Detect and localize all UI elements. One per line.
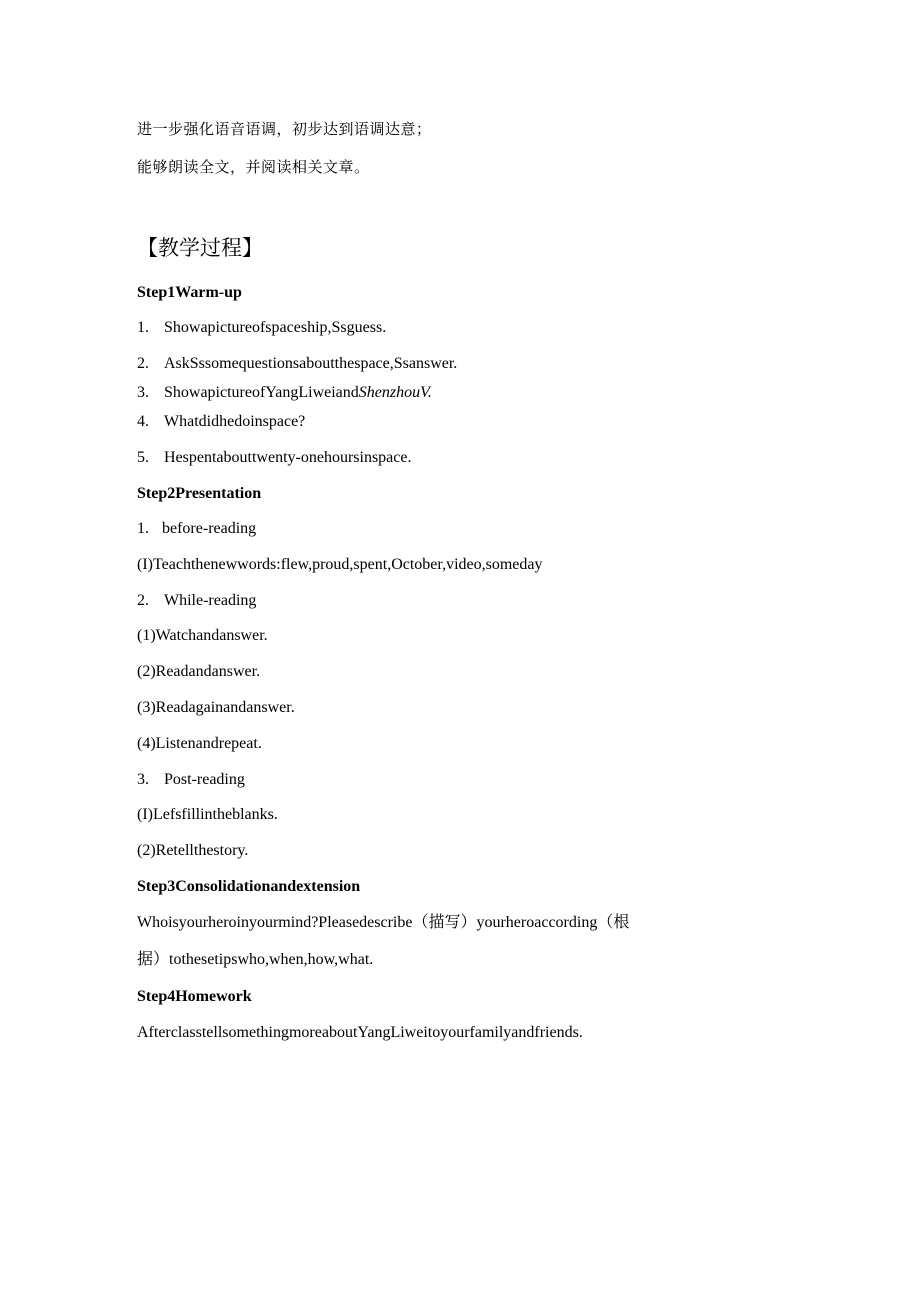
item-number: 2. bbox=[137, 592, 149, 609]
step4-text: AfterclasstellsomethingmoreaboutYangLiweitoyourfamilyandfriends. bbox=[137, 1024, 583, 1041]
step1-item-3 bbox=[137, 383, 432, 403]
step1-item-4 bbox=[137, 412, 305, 432]
step1-item-1 bbox=[137, 318, 386, 338]
step3-text-line-2: 据）tothesetipswho,when,how,what. bbox=[137, 951, 374, 968]
before-reading-heading bbox=[137, 519, 256, 539]
while-reading-item-3: (3)Readagainandanswer. bbox=[137, 699, 295, 716]
step3-text-line-1: Whoisyourheroinyourmind?Pleasedescribe（描写）yourheroaccording（根 bbox=[137, 914, 630, 931]
post-reading-item-2: (2)Retellthestory. bbox=[137, 842, 249, 859]
step1-item-5 bbox=[137, 448, 411, 468]
post-reading-item-1: (I)Lefsfillintheblanks. bbox=[137, 806, 278, 823]
item-text: Hespentabouttwenty-onehoursinspace. bbox=[164, 449, 412, 466]
process-heading: 【教学过程】 bbox=[137, 236, 263, 260]
objective-line-2: 能够朗读全文，并阅读相关文章。 bbox=[137, 160, 370, 176]
item-number: 2. bbox=[137, 355, 149, 372]
item-italic-text: ShenzhouV. bbox=[358, 384, 432, 401]
item-text: before-reading bbox=[162, 520, 257, 537]
item-number: 3. bbox=[137, 771, 149, 788]
item-number: 3. bbox=[137, 384, 149, 401]
step1-item-2 bbox=[137, 354, 457, 374]
item-text: While-reading bbox=[164, 592, 257, 609]
item-text: AskSssomequestionsaboutthespace,Ssanswer. bbox=[164, 355, 458, 372]
post-reading-heading bbox=[137, 770, 245, 790]
item-text: Whatdidhedoinspace? bbox=[164, 413, 306, 430]
before-reading-item: (I)Teachthenewwords:flew,proud,spent,October,video,someday bbox=[137, 556, 543, 573]
step1-title: Step1Warm-up bbox=[137, 284, 242, 301]
while-reading-heading bbox=[137, 591, 256, 611]
while-reading-item-1: (1)Watchandanswer. bbox=[137, 627, 268, 644]
step3-title: Step3Consolidationandextension bbox=[137, 878, 361, 895]
objective-line-1: 进一步强化语音语调，初步达到语调达意； bbox=[137, 122, 432, 138]
item-number: 1. bbox=[137, 520, 149, 537]
step2-title: Step2Presentation bbox=[137, 485, 262, 502]
while-reading-item-4: (4)Listenandrepeat. bbox=[137, 735, 262, 752]
item-text: ShowapictureofYangLiweiand bbox=[164, 384, 359, 401]
item-number: 5. bbox=[137, 449, 149, 466]
item-text: Showapictureofspaceship,Ssguess. bbox=[164, 319, 387, 336]
while-reading-item-2: (2)Readandanswer. bbox=[137, 663, 261, 680]
item-text: Post-reading bbox=[164, 771, 245, 788]
step4-title: Step4Homework bbox=[137, 988, 252, 1005]
item-number: 4. bbox=[137, 413, 149, 430]
item-number: 1. bbox=[137, 319, 149, 336]
